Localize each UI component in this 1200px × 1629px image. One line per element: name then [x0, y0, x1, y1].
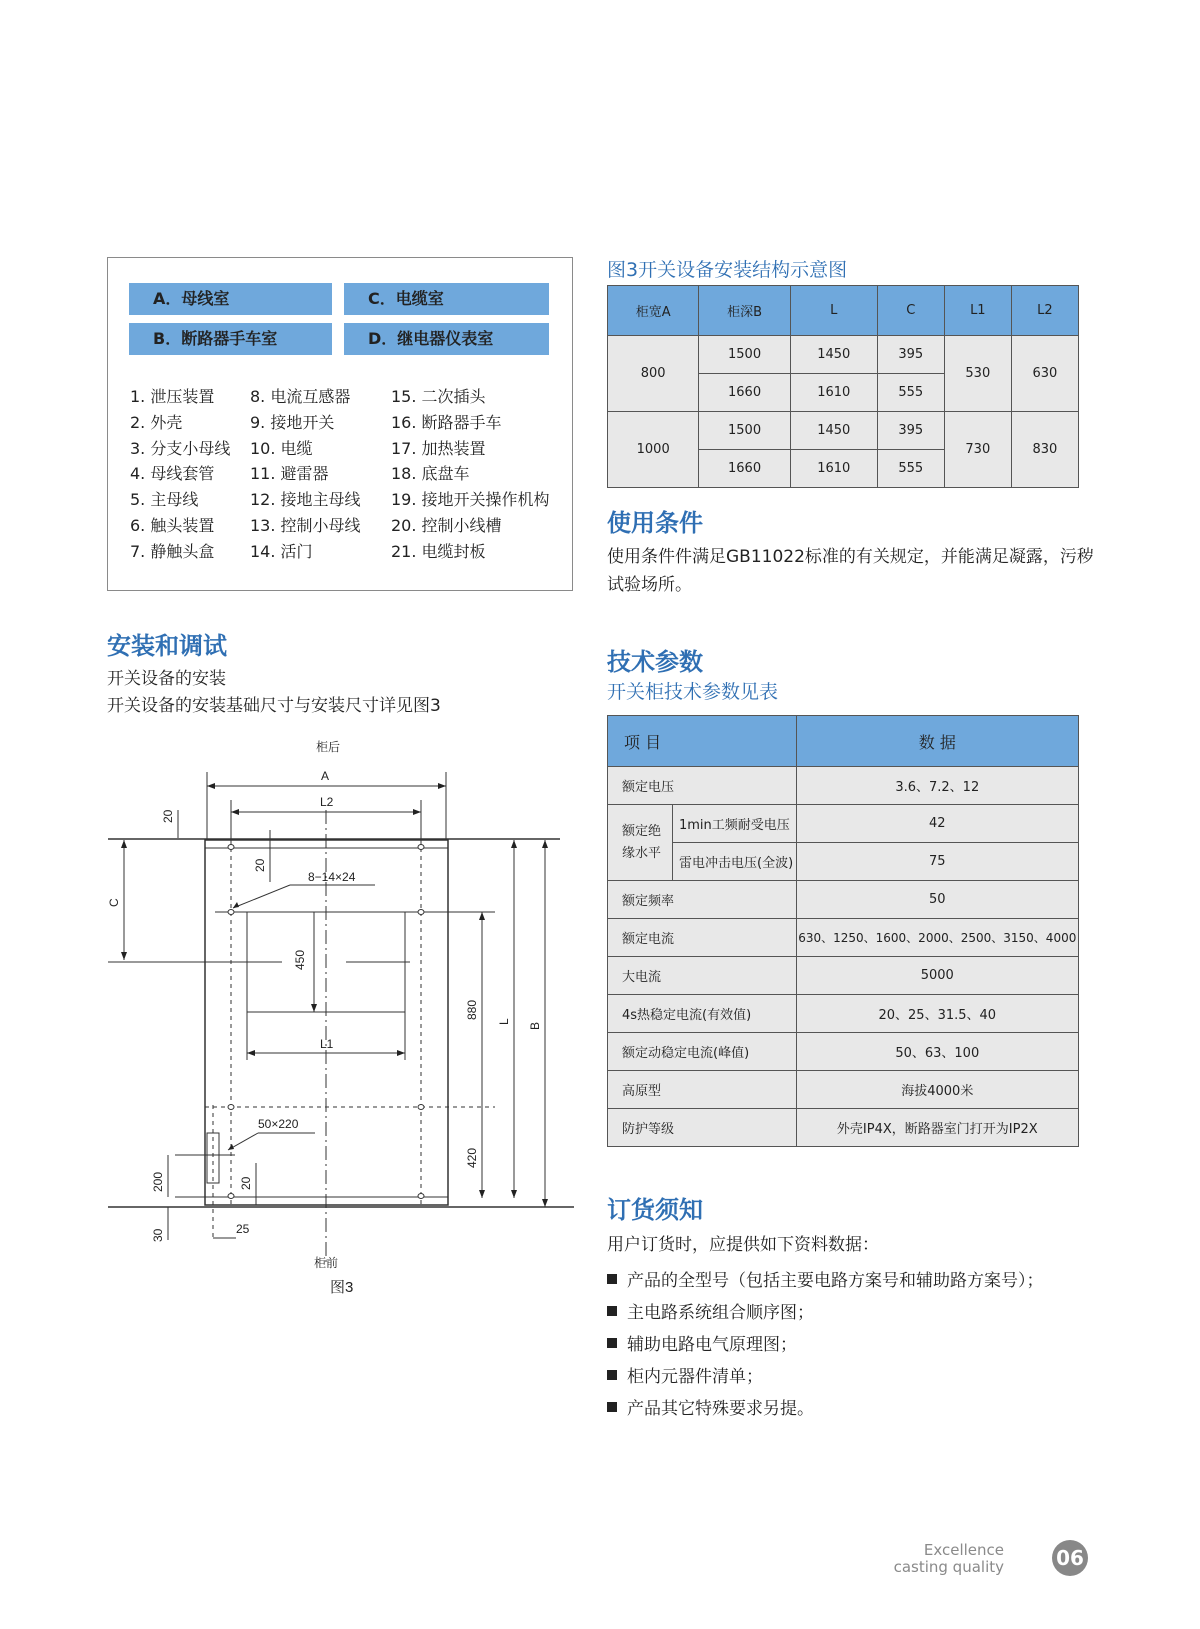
dim-a-label: A — [321, 769, 330, 783]
table-cell: 1450 — [790, 412, 877, 450]
table-row — [608, 1109, 1079, 1147]
list-item: 21. 电缆封板 — [391, 541, 486, 561]
table-row — [608, 805, 1079, 843]
footer-line1: Excellence — [923, 1541, 1004, 1559]
legend-box — [107, 257, 573, 591]
list-item: 20. 控制小线槽 — [391, 515, 502, 535]
bullet-icon — [607, 1402, 617, 1412]
install-line1: 开关设备的安装 — [107, 669, 226, 689]
parts-list-col2 — [250, 384, 361, 565]
table-cell: 大电流 — [608, 957, 797, 995]
tech-table — [607, 715, 1079, 1147]
list-item: 17. 加热装置 — [391, 438, 486, 458]
table-row — [608, 843, 1079, 881]
list-item: 4. 母线套管 — [130, 464, 215, 484]
table-cell: 4s热稳定电流(有效值) — [608, 995, 797, 1033]
room-tag-c: C．电缆室 — [344, 283, 549, 315]
table-header: 数 据 — [796, 716, 1078, 767]
room-tag-a: A．母线室 — [129, 283, 332, 315]
table-cell: 1000 — [608, 412, 699, 488]
table-cell: 800 — [608, 336, 699, 412]
list-item: 15. 二次插头 — [391, 387, 486, 406]
list-item: 产品其它特殊要求另提。 — [607, 1394, 814, 1419]
list-item: 8. 电流互感器 — [250, 387, 351, 406]
dim-l2-label: L2 — [320, 795, 334, 809]
table-cell: 1450 — [790, 336, 877, 374]
page-number-badge: 06 — [1052, 1540, 1088, 1576]
list-item: 12. 接地主母线 — [250, 490, 361, 510]
table-cell: 75 — [796, 843, 1078, 881]
dim-l-label: L — [497, 1018, 511, 1025]
slot-label: 50×220 — [258, 1117, 299, 1131]
table-cell: 50、63、100 — [796, 1033, 1078, 1071]
dim-20-top-label: 20 — [161, 809, 175, 823]
conditions-heading: 使用条件 — [607, 509, 703, 537]
table-row — [608, 957, 1079, 995]
table-header: L — [790, 286, 877, 336]
list-item: 产品的全型号（包括主要电路方案号和辅助路方案号）； — [607, 1266, 1044, 1291]
list-item: 19. 接地开关操作机构 — [391, 490, 550, 510]
list-item: 10. 电缆 — [250, 438, 313, 458]
table-row — [608, 1033, 1079, 1071]
table-cell: 额定电压 — [608, 767, 797, 805]
footer-slogan — [894, 1542, 1004, 1576]
dim-25-label: 25 — [236, 1222, 250, 1236]
table-cell: 1660 — [699, 450, 790, 488]
table-cell: 额定频率 — [608, 881, 797, 919]
table-cell: 530 — [944, 336, 1011, 412]
table-header: C — [877, 286, 944, 336]
list-item: 18. 底盘车 — [391, 464, 470, 484]
list-item: 柜内元器件清单； — [607, 1362, 763, 1387]
drawing-top-label: 柜后 — [316, 740, 341, 754]
dim-c-label: C — [107, 898, 121, 907]
table-header: L2 — [1011, 286, 1078, 336]
dim-table-title: 图3开关设备安装结构示意图 — [607, 259, 848, 281]
table-row — [608, 336, 1079, 374]
table-cell: 额定绝缘水平 — [608, 805, 673, 881]
table-cell: 雷电冲击电压(全波) — [673, 843, 797, 881]
table-cell: 555 — [877, 374, 944, 412]
parts-list-col1 — [130, 384, 230, 565]
table-cell: 395 — [877, 336, 944, 374]
drawing-bottom-label: 柜前 — [314, 1256, 339, 1270]
table-cell: 1min工频耐受电压 — [673, 805, 797, 843]
list-item: 9. 接地开关 — [250, 412, 335, 432]
table-cell: 1610 — [790, 374, 877, 412]
list-item: 2. 外壳 — [130, 412, 183, 432]
table-cell: 20、25、31.5、40 — [796, 995, 1078, 1033]
figure-caption: 图3 — [330, 1279, 354, 1296]
table-cell: 1500 — [699, 412, 790, 450]
list-item: 主电路系统组合顺序图； — [607, 1298, 814, 1323]
dim-20-inner-label: 20 — [253, 858, 267, 872]
table-cell: 42 — [796, 805, 1078, 843]
table-cell: 555 — [877, 450, 944, 488]
table-cell: 额定电流 — [608, 919, 797, 957]
table-cell: 1660 — [699, 374, 790, 412]
table-header: 项 目 — [608, 716, 797, 767]
table-cell: 额定动稳定电流(峰值) — [608, 1033, 797, 1071]
table-cell: 830 — [1011, 412, 1078, 488]
table-cell: 防护等级 — [608, 1109, 797, 1147]
parts-list-col3 — [391, 384, 550, 565]
dim-880-label: 880 — [465, 999, 479, 1020]
table-cell: 高原型 — [608, 1071, 797, 1109]
order-heading: 订货须知 — [607, 1196, 703, 1224]
table-header: L1 — [944, 286, 1011, 336]
bullet-icon — [607, 1274, 617, 1284]
conditions-line2: 试验场所。 — [607, 575, 692, 595]
dim-b-label: B — [528, 1021, 542, 1030]
list-item: 3. 分支小母线 — [130, 438, 231, 458]
list-item: 14. 活门 — [250, 541, 313, 561]
table-cell: 5000 — [796, 957, 1078, 995]
bullet-icon — [607, 1338, 617, 1348]
table-row — [608, 881, 1079, 919]
table-cell: 外壳IP4X，断路器室门打开为IP2X — [796, 1109, 1078, 1147]
table-row — [608, 919, 1079, 957]
list-item: 辅助电路电气原理图； — [607, 1330, 797, 1355]
table-row — [608, 412, 1079, 450]
room-tag-b: B．断路器手车室 — [129, 323, 332, 355]
table-cell: 1500 — [699, 336, 790, 374]
list-item: 13. 控制小母线 — [250, 515, 361, 535]
table-header: 柜深B — [699, 286, 790, 336]
dim-420-label: 420 — [465, 1147, 479, 1168]
table-cell: 730 — [944, 412, 1011, 488]
install-line2: 开关设备的安装基础尺寸与安装尺寸详见图3 — [107, 696, 441, 716]
list-item: 11. 避雷器 — [250, 464, 329, 484]
bullet-icon — [607, 1306, 617, 1316]
footer-line2: casting quality — [893, 1558, 1004, 1576]
list-item: 1. 泄压装置 — [130, 387, 215, 406]
table-row — [608, 995, 1079, 1033]
list-item: 16. 断路器手车 — [391, 412, 502, 432]
tech-subheading: 开关柜技术参数见表 — [607, 681, 779, 703]
table-cell: 1610 — [790, 450, 877, 488]
table-header-row — [608, 716, 1079, 767]
install-drawing — [0, 730, 600, 1300]
dim-20-bottom-label: 20 — [239, 1176, 253, 1190]
table-cell: 630 — [1011, 336, 1078, 412]
table-row — [608, 767, 1079, 805]
bullet-icon — [607, 1370, 617, 1380]
list-item: 5. 主母线 — [130, 490, 199, 510]
dim-table — [607, 285, 1079, 488]
table-cell: 630、1250、1600、2000、2500、3150、4000 — [796, 919, 1078, 957]
list-item: 6. 触头装置 — [130, 515, 215, 535]
table-header: 柜宽A — [608, 286, 699, 336]
dim-450-label: 450 — [293, 949, 307, 970]
table-cell: 395 — [877, 412, 944, 450]
table-row — [608, 1071, 1079, 1109]
dim-30-label: 30 — [151, 1228, 165, 1242]
holes-label: 8−14×24 — [308, 870, 356, 884]
list-item: 7. 静触头盒 — [130, 541, 215, 561]
room-tag-d: D．继电器仪表室 — [344, 323, 549, 355]
tech-heading: 技术参数 — [607, 648, 703, 676]
dim-l1-label: L1 — [320, 1037, 334, 1051]
table-cell: 3.6、7.2、12 — [796, 767, 1078, 805]
table-header-row — [608, 286, 1079, 336]
order-intro: 用户订货时，应提供如下资料数据： — [607, 1235, 879, 1255]
conditions-line1: 使用条件件满足GB11022标准的有关规定，并能满足凝露，污秽 — [607, 547, 1094, 567]
install-heading: 安装和调试 — [107, 632, 227, 660]
table-cell: 海拔4000米 — [796, 1071, 1078, 1109]
table-cell: 50 — [796, 881, 1078, 919]
dim-200-label: 200 — [151, 1171, 165, 1192]
